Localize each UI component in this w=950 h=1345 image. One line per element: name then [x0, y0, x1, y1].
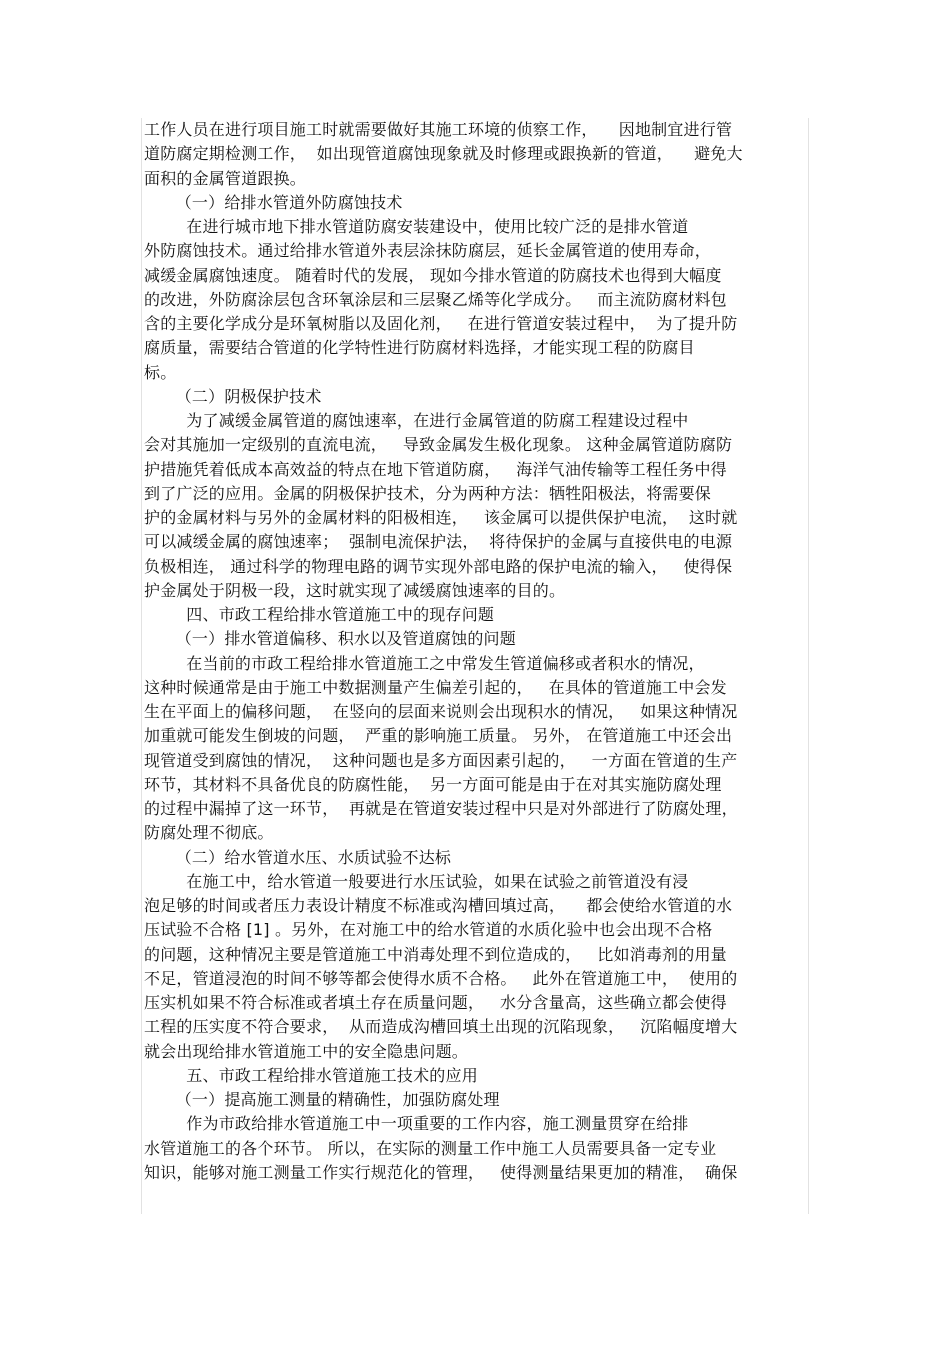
text-line: 五、市政工程给排水管道施工技术的应用	[144, 1065, 478, 1085]
text-line: 会对其施加一定级别的直流电流， 导致金属发生极化现象。 这种金属管道防腐防	[144, 435, 733, 455]
text-line: 的过程中漏掉了这一环节， 再就是在管道安装过程中只是对外部进行了防腐处理，	[144, 799, 738, 818]
text-line: 这种时候通常是由于施工中数据测量产生偏差引起的， 在具体的管道施工中会发	[144, 677, 727, 697]
text-line: （一）给排水管道外防腐蚀技术	[144, 192, 403, 212]
text-line: 在当前的市政工程给排水管道施工之中常发生管道偏移或者积水的情况，	[144, 653, 705, 673]
text-line: 压试验不合格 [1] 。另外，在对施工中的给水管道的水质化验中也会出现不合格	[144, 920, 713, 940]
text-line: 为了减缓金属管道的腐蚀速率，在进行金属管道的防腐工程建设过程中	[144, 411, 689, 430]
text-line: 水管道施工的各个环节。 所以，在实际的测量工作中施工人员需要具备一定专业	[144, 1138, 717, 1158]
text-line: 道防腐定期检测工作， 如出现管道腐蚀现象就及时修理或跟换新的管道， 避免大	[144, 144, 743, 164]
text-line: （二）给水管道水压、水质试验不达标	[144, 847, 452, 867]
text-line: 腐质量，需要结合管道的化学特性进行防腐材料选择，才能实现工程的防腐目	[144, 338, 695, 358]
text-line: 到了广泛的应用。金属的阴极保护技术，分为两种方法：牺牲阳极法，将需要保	[144, 483, 712, 503]
text-line: 就会出现给排水管道施工中的安全隐患问题。	[144, 1041, 469, 1061]
text-line: 标。	[144, 362, 177, 382]
text-line: 外防腐蚀技术。通过给排水管道外表层涂抹防腐层，延长金属管道的使用寿命，	[144, 241, 712, 261]
text-line: （二）阴极保护技术	[144, 386, 322, 406]
text-line: 知识，能够对施工测量工作实行规范化的管理， 使得测量结果更加的精准， 确保	[144, 1162, 738, 1182]
text-line: 环节，其材料不具备优良的防腐性能， 另一方面可能是由于在对其实施防腐处理	[144, 774, 722, 794]
text-line: 护的金属材料与另外的金属材料的阳极相连， 该金属可以提供保护电流， 这时就	[144, 508, 738, 527]
text-line: 工作人员在进行项目施工时就需要做好其施工环境的侦察工作， 因地制宜进行管	[144, 120, 733, 139]
text-line: 生在平面上的偏移问题， 在竖向的层面来说则会出现积水的情况， 如果这种情况	[144, 702, 738, 721]
text-line: 含的主要化学成分是环氧树脂以及固化剂， 在进行管道安装过程中， 为了提升防	[144, 314, 738, 333]
text-line: 护措施凭着低成本高效益的特点在地下管道防腐， 海洋气油传输等工程任务中得	[144, 459, 727, 479]
text-line: 工程的压实度不符合要求， 从而造成沟槽回填土出现的沉陷现象， 沉陷幅度增大	[144, 1017, 738, 1037]
text-line: 不足，管道浸泡的时间不够等都会使得水质不合格。 此外在管道施工中， 使用的	[144, 968, 738, 988]
text-line: 减缓金属腐蚀速度。 随着时代的发展， 现如今排水管道的防腐技术也得到大幅度	[144, 265, 722, 285]
text-line: （一）提高施工测量的精确性，加强防腐处理	[144, 1090, 500, 1109]
text-line: 在施工中，给水管道一般要进行水压试验，如果在试验之前管道没有浸	[144, 871, 689, 891]
text-line: 负极相连， 通过科学的物理电路的调节实现外部电路的保护电流的输入， 使得保	[144, 556, 733, 576]
text-line: 的改进，外防腐涂层包含环氧涂层和三层聚乙烯等化学成分。 而主流防腐材料包	[144, 289, 727, 309]
text-line: 作为市政给排水管道施工中一项重要的工作内容，施工测量贯穿在给排	[144, 1114, 689, 1134]
text-line: 加重就可能发生倒坡的问题， 严重的影响施工质量。 另外， 在管道施工中还会出	[144, 726, 733, 746]
text-line: 护金属处于阴极一段，这时就实现了减缓腐蚀速率的目的。	[144, 580, 566, 600]
text-line: 防腐处理不彻底。	[144, 823, 274, 843]
text-line: 可以减缓金属的腐蚀速率； 强制电流保护法， 将待保护的金属与直接供电的电源	[144, 532, 733, 552]
text-line: （一）排水管道偏移、积水以及管道腐蚀的问题	[144, 629, 516, 649]
text-line: 现管道受到腐蚀的情况， 这种问题也是多方面因素引起的， 一方面在管道的生产	[144, 750, 738, 770]
text-line: 在进行城市地下排水管道防腐安装建设中，使用比较广泛的是排水管道	[144, 217, 689, 236]
text-line: 四、市政工程给排水管道施工中的现存问题	[144, 605, 495, 624]
text-line: 压实机如果不符合标准或者填土存在质量问题， 水分含量高，这些确立都会使得	[144, 993, 727, 1012]
text-line: 的问题，这种情况主要是管道施工中消毒处理不到位造成的， 比如消毒剂的用量	[144, 944, 727, 964]
text-line: 泡足够的时间或者压力表设计精度不标准或沟槽回填过高， 都会使给水管道的水	[144, 896, 733, 915]
text-line: 面积的金属管道跟换。	[144, 168, 307, 188]
